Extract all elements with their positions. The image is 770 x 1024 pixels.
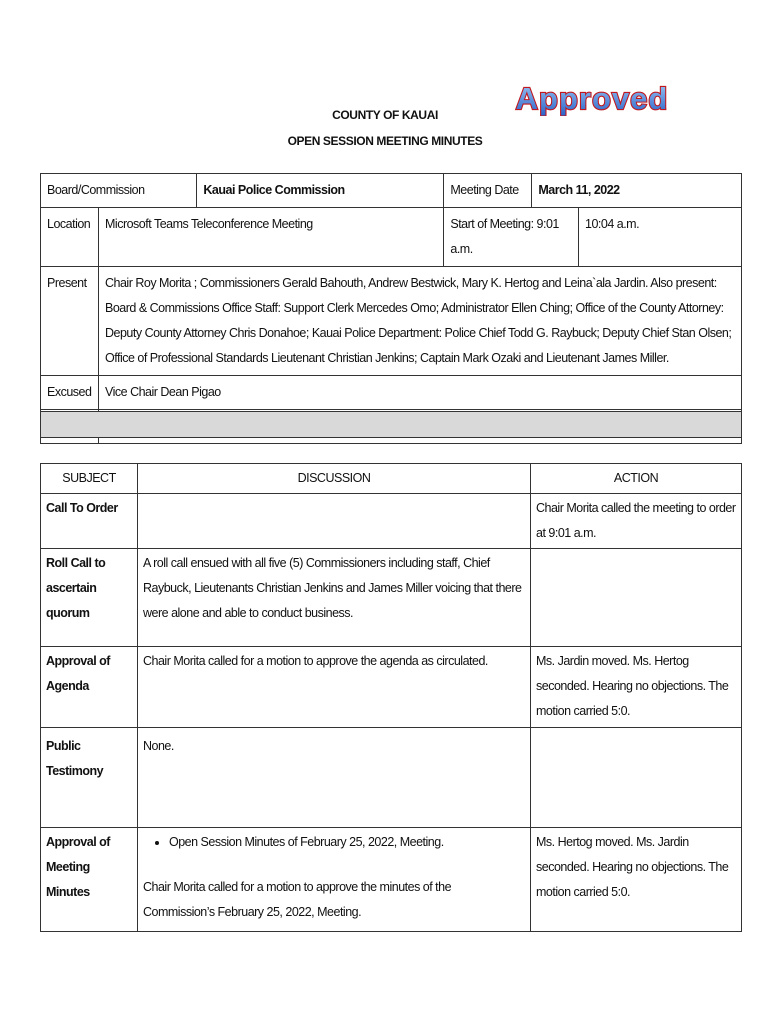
- table-row-action: Chair Morita called the meeting to order at 9:01 a.m.: [531, 494, 742, 549]
- meeting-date-label: Meeting Date: [444, 174, 532, 208]
- meeting-date-value: March 11, 2022: [532, 174, 742, 208]
- list-item: • Open Session Minutes of February 25, 2022, Meeting.: [169, 830, 525, 855]
- table-row-discussion: [138, 494, 531, 549]
- meeting-info-table: [40, 173, 742, 444]
- table-row-subject: Roll Call to ascertain quorum: [41, 549, 138, 647]
- location-label: Location: [41, 208, 99, 267]
- discussion-header: DISCUSSION: [138, 464, 531, 494]
- bullet-list: [143, 830, 525, 855]
- subject-header: SUBJECT: [41, 464, 138, 494]
- location-value: Microsoft Teams Teleconference Meeting: [99, 208, 444, 267]
- table-row-action: [531, 549, 742, 647]
- table-row-action: Ms. Hertog moved. Ms. Jardin seconded. Hearing no objections. The motion carried 5:0.: [531, 828, 742, 932]
- end-time: 10:04 a.m.: [579, 208, 742, 267]
- table-row-action: [531, 728, 742, 828]
- minutes-table: [40, 463, 742, 932]
- minutes-discussion-text: Chair Morita called for a motion to approve the minutes of the Commission’s February 25, 2022, Meeting.: [143, 880, 452, 919]
- county-title: COUNTY OF KAUAI: [332, 108, 438, 122]
- action-header: ACTION: [531, 464, 742, 494]
- table-row-subject: Approval of Agenda: [41, 647, 138, 728]
- svg-text:Approved: Approved: [515, 82, 669, 116]
- table-row-action: Ms. Jardin moved. Ms. Hertog seconded. Hearing no objections. The motion carried 5:0.: [531, 647, 742, 728]
- present-label: Present: [41, 267, 99, 376]
- table-row-discussion: None.: [138, 728, 531, 828]
- approved-stamp: [494, 82, 690, 116]
- present-value: Chair Roy Morita ; Commissioners Gerald Bahouth, Andrew Bestwick, Mary K. Hertog and Leina`ala Jardin. Also present: Board & Commissions Office Staff: Support Clerk Mercedes Omo; Administrator Ellen Ching; Office of the County Attorney: Deputy County Attorney Chris Donahoe; Kauai Police Department: Police Chief Todd G. Raybuck; Deputy Chief Stan Olsen; Office of Professional Standards Lieutenant Christian Jenkins; Captain Mark Ozaki and Lieutenant James Miller.: [99, 267, 742, 376]
- table-row-discussion: [138, 828, 531, 932]
- table-row-subject: Approval of Meeting Minutes: [41, 828, 138, 932]
- board-label: Board/Commission: [41, 174, 197, 208]
- document-title: OPEN SESSION MEETING MINUTES: [287, 134, 483, 148]
- section-divider: [40, 411, 742, 438]
- table-row-discussion: Chair Morita called for a motion to approve the agenda as circulated.: [138, 647, 531, 728]
- excused-label: Excused: [41, 376, 99, 410]
- table-row-subject: Public Testimony: [41, 728, 138, 828]
- table-row-discussion: A roll call ensued with all five (5) Commissioners including staff, Chief Raybuck, Lieutenants Christian Jenkins and James Miller voicing that there were alone and able to conduct business.: [138, 549, 531, 647]
- start-time: Start of Meeting: 9:01 a.m.: [444, 208, 579, 267]
- table-row-subject: Call To Order: [41, 494, 138, 549]
- excused-value: Vice Chair Dean Pigao: [99, 376, 742, 410]
- board-value: Kauai Police Commission: [197, 174, 444, 208]
